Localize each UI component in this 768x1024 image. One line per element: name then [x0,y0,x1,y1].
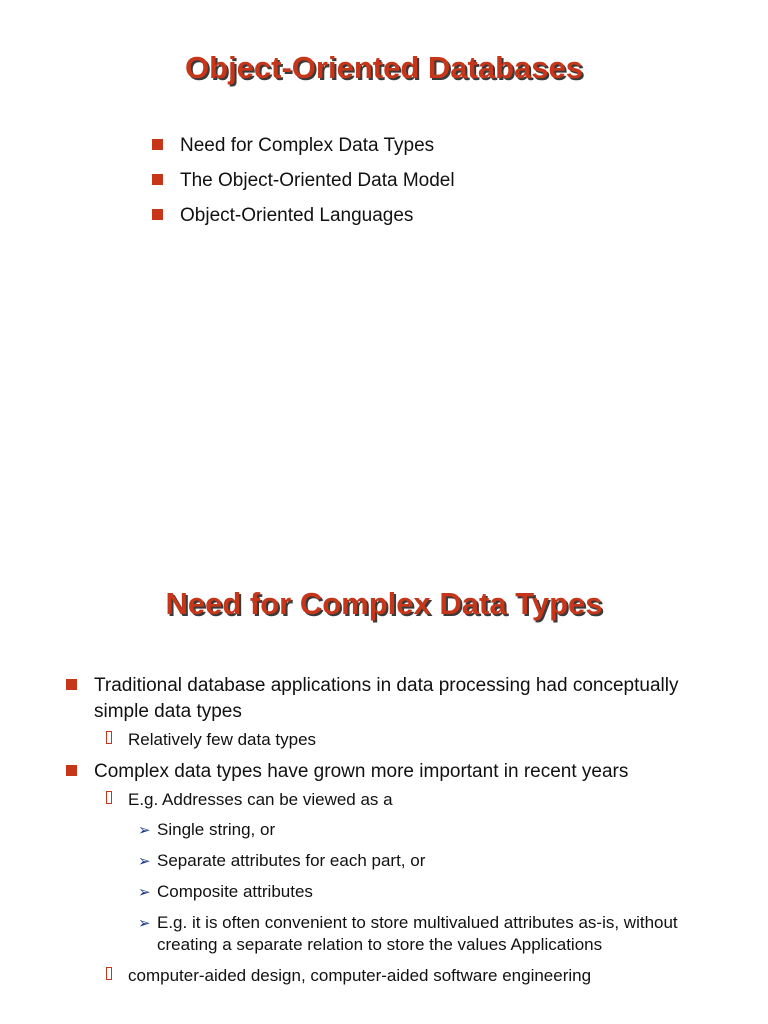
list-item [152,170,455,205]
list-item [66,673,726,725]
square-bullet-icon [66,679,77,690]
bullet-text: The Object-Oriented Data Model [180,170,455,191]
slide-2-bullet-list [66,673,726,995]
box-bullet-icon [106,791,112,804]
bullet-text: Object-Oriented Languages [180,205,414,226]
arrow-bullet-icon: ➢ [138,884,151,901]
square-bullet-icon [152,209,163,220]
list-item [66,850,726,872]
square-bullet-icon [152,139,163,150]
slide-2-title: Need for Complex Data Types [165,586,603,621]
box-bullet-icon [106,967,112,980]
list-item [66,729,726,751]
list-item [152,205,455,240]
bullet-text: Composite attributes [157,882,313,901]
list-item [66,759,726,785]
list-item [152,135,455,170]
bullet-text: Traditional database applications in data processing had conceptually simple data types [94,675,679,722]
slide-1-title: Object-Oriented Databases [185,50,583,85]
arrow-bullet-icon: ➢ [138,853,151,870]
bullet-text: Single string, or [157,820,276,839]
square-bullet-icon [66,765,77,776]
slide-2 [0,540,768,1024]
list-item [66,789,726,811]
bullet-text: computer-aided design, computer-aided software engineering [128,966,592,985]
bullet-text: Separate attributes for each part, or [157,851,426,870]
arrow-bullet-icon: ➢ [138,822,151,839]
list-item [66,881,726,903]
slide-1-bullet-list [152,135,455,240]
bullet-text: Relatively few data types [128,730,317,749]
list-item [66,819,726,841]
square-bullet-icon [152,174,163,185]
list-item [66,912,726,956]
bullet-text: E.g. it is often convenient to store multivalued attributes as-is, without creating a separate relation to store the values Applications [157,913,678,954]
bullet-text: Need for Complex Data Types [180,135,435,156]
bullet-text: Complex data types have grown more important in recent years [94,761,629,782]
arrow-bullet-icon: ➢ [138,915,151,932]
list-item [66,965,726,987]
box-bullet-icon [106,731,112,744]
bullet-text: E.g. Addresses can be viewed as a [128,790,393,809]
